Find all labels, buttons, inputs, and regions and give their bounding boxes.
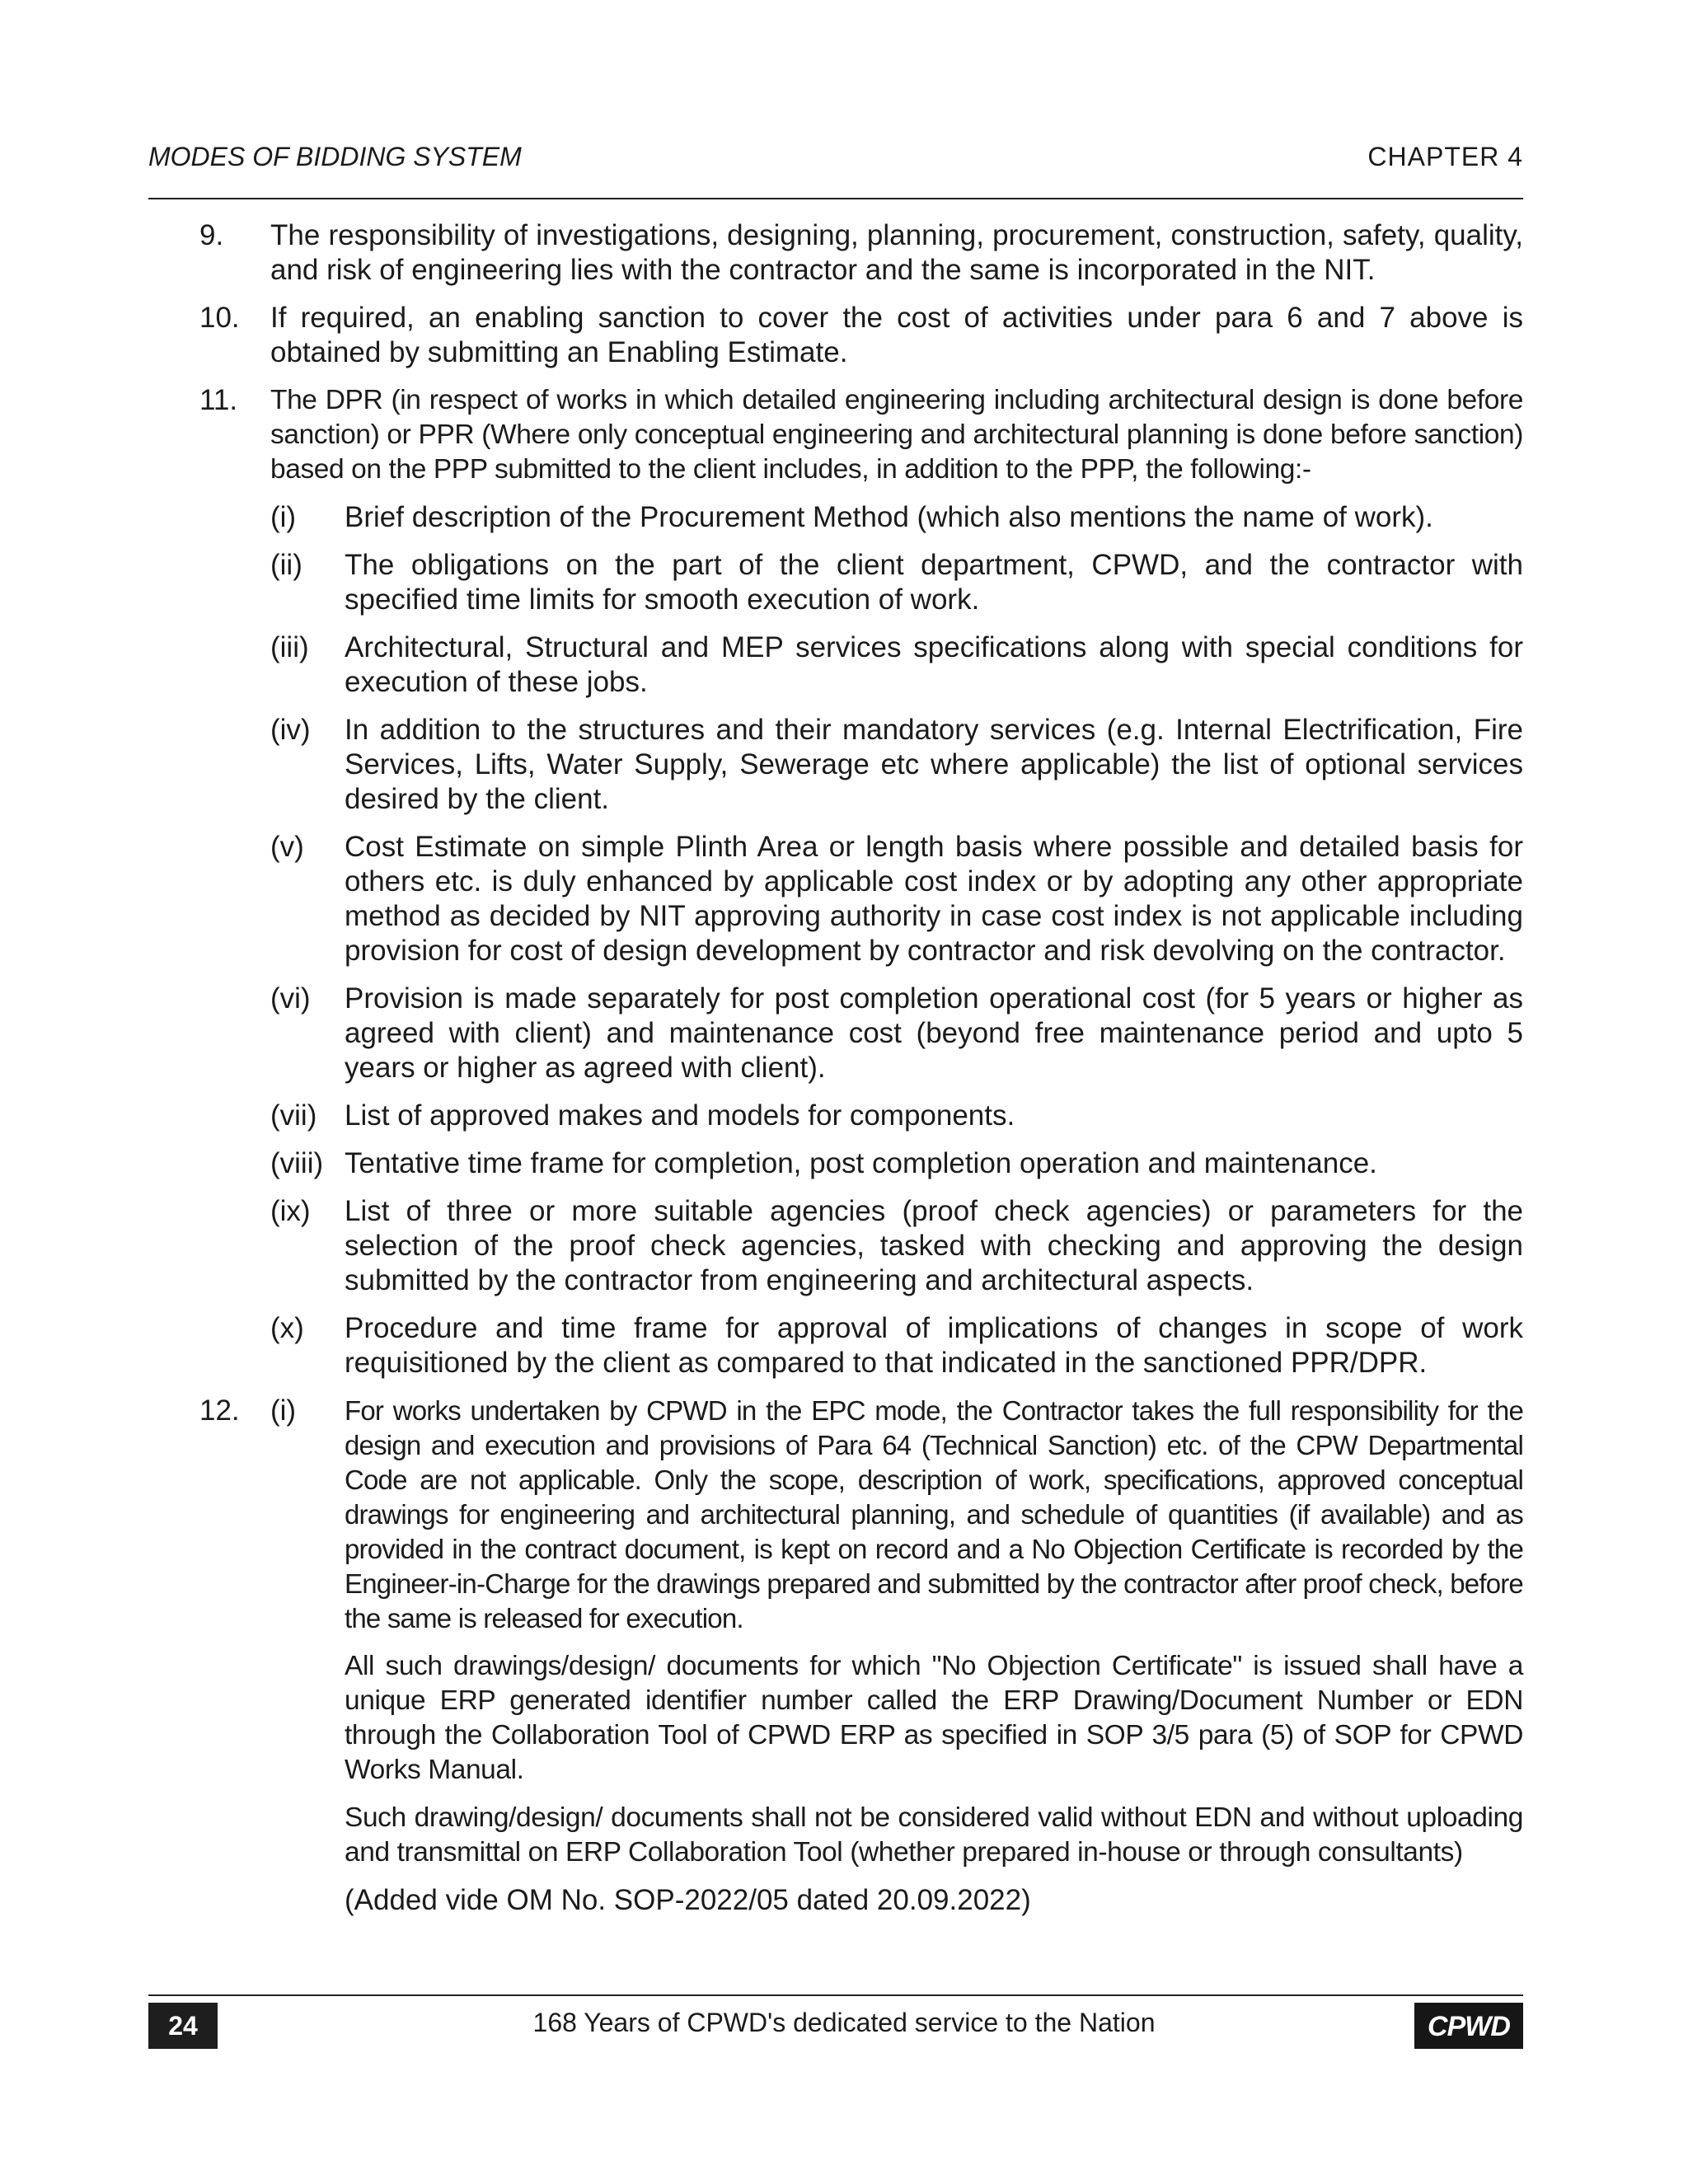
cpwd-logo-text: CPWD (1428, 2011, 1510, 2042)
list-item (270, 713, 1523, 817)
list-item-text: Procedure and time frame for approval of implications of changes in scope of work requisitioned by the client as compared to that indicated in the sanctioned PPR/DPR. (345, 1312, 1523, 1379)
list-item-number: (i) (270, 501, 297, 533)
list-item-text: Provision is made separately for post completion operational cost (for 5 years or higher as agreed with client) and maintenance cost (beyond free maintenance period and upto 5 years or higher as agreed with client). (345, 982, 1523, 1084)
page-header (148, 142, 1523, 180)
list-item-text: The obligations on the part of the client department, CPWD, and the contractor with specified time limits for smooth execution of work. (345, 549, 1523, 616)
list-item-text: In addition to the structures and their mandatory services (e.g. Internal Electrification, Fire Services, Lifts, Water Supply, Sewerage etc where applicable) the list of optional services desired by the client. (345, 714, 1523, 815)
amendment-note: (Added vide OM No. SOP-2022/05 dated 20.09.2022) (345, 1884, 1031, 1916)
chapter-label: CHAPTER 4 (1367, 142, 1523, 171)
list-item-number: (iv) (270, 714, 311, 746)
edn-note: All such drawings/design/ documents for which "No Objection Certificate" is issued shall have a unique ERP generated identifier number called the ERP Drawing/Document Number or EDN through the Collaboration Tool of CPWD ERP as specified in SOP 3/5 para (5) of SOP for CPWD Works Manual. (345, 1651, 1523, 1785)
list-item (270, 1194, 1523, 1298)
footer-rule (148, 1994, 1523, 1996)
list-item (270, 830, 1523, 968)
list-item-number: (viii) (270, 1147, 324, 1179)
paragraph-text: If required, an enabling sanction to cover the cost of activities under para 6 and 7 above is obtained by submitting an Enabling Estimate. (270, 302, 1523, 368)
paragraph-text: For works undertaken by CPWD in the EPC mode, the Contractor takes the full responsibility for the design and execution and provisions of Para 64 (Technical Sanction) etc. of the CPW Departmental Code are not applicable. Only the scope, description of work, specifications, approved conceptual drawings for engineering and architectural planning, and schedule of quantities (if available) and as provided in the contract document, is kept on record and a No Objection Certificate is recorded by the Engineer-in-Charge for the drawings prepared and submitted by the contractor after proof check, before the same is released for execution. (345, 1395, 1523, 1633)
list-item-number: (vii) (270, 1099, 317, 1132)
cpwd-logo-mark (1414, 2003, 1523, 2049)
list-item (270, 1311, 1523, 1380)
list-item-number: (ii) (270, 549, 302, 581)
list-item-text: Architectural, Structural and MEP services specifications along with special conditions for execution of these jobs. (345, 631, 1523, 698)
list-item-text: Cost Estimate on simple Plinth Area or length basis where possible and detailed basis for others etc. is duly enhanced by applicable cost index or by adopting any other appropriate method as decided by NIT approving authority in case cost index is not applicable including provision for cost of design development by contractor and risk devolving on the contractor. (345, 831, 1523, 967)
list-item (270, 500, 1523, 535)
list-item-text: Brief description of the Procurement Method (which also mentions the name of work). (345, 501, 1433, 533)
section-title: MODES OF BIDDING SYSTEM (148, 142, 522, 171)
paragraph-text: The responsibility of investigations, designing, planning, procurement, construction, safety, quality, and risk of engineering lies with the contractor and the same is incorporated in the NIT. (270, 219, 1523, 286)
list-item (270, 548, 1523, 617)
cpwd-logo-icon (1414, 2003, 1523, 2049)
list-item-number: (i) (270, 1394, 297, 1427)
list-item-number: (iii) (270, 631, 309, 663)
paragraph-9 (148, 218, 1523, 288)
list-item-text: List of approved makes and models for components. (345, 1099, 1015, 1132)
paragraph-12 (148, 1394, 1523, 1918)
paragraph-10 (148, 301, 1523, 370)
validity-note: Such drawing/design/ documents shall not be considered valid without EDN and without uploading and transmittal on ERP Collaboration Tool (whether prepared in-house or through consultants) (345, 1802, 1523, 1868)
paragraph-number: 11. (199, 384, 238, 416)
list-item-text: Tentative time frame for completion, post completion operation and maintenance. (345, 1147, 1377, 1179)
header-rule (148, 198, 1523, 199)
paragraph-number: 9. (199, 219, 224, 251)
list-item (270, 982, 1523, 1085)
list-item (270, 1099, 1523, 1133)
list-item (270, 1146, 1523, 1181)
paragraph-number: 12. (199, 1394, 240, 1427)
document-body (148, 218, 1523, 1918)
list-item-number: (vi) (270, 982, 311, 1015)
list-item (270, 630, 1523, 700)
list-item-number: (ix) (270, 1195, 311, 1227)
footer-tagline: 168 Years of CPWD's dedicated service to the Nation (532, 2008, 1156, 2037)
paragraph-11 (148, 383, 1523, 487)
page-number: 24 (148, 2003, 218, 2049)
paragraph-text: The DPR (in respect of works in which detailed engineering including architectural design is done before sanction) or PPR (Where only conceptual engineering and architectural planning is done before sanction) based on the PPP submitted to the client includes, in addition to the PPP, the following:- (270, 385, 1523, 485)
paragraph-number: 10. (199, 302, 240, 334)
list-item-number: (v) (270, 831, 304, 863)
list-item-number: (x) (270, 1312, 304, 1344)
list-item-text: List of three or more suitable agencies (proof check agencies) or parameters for the selection of the proof check agencies, tasked with checking and approving the design submitted by the contractor from engineering and architectural aspects. (345, 1195, 1523, 1296)
